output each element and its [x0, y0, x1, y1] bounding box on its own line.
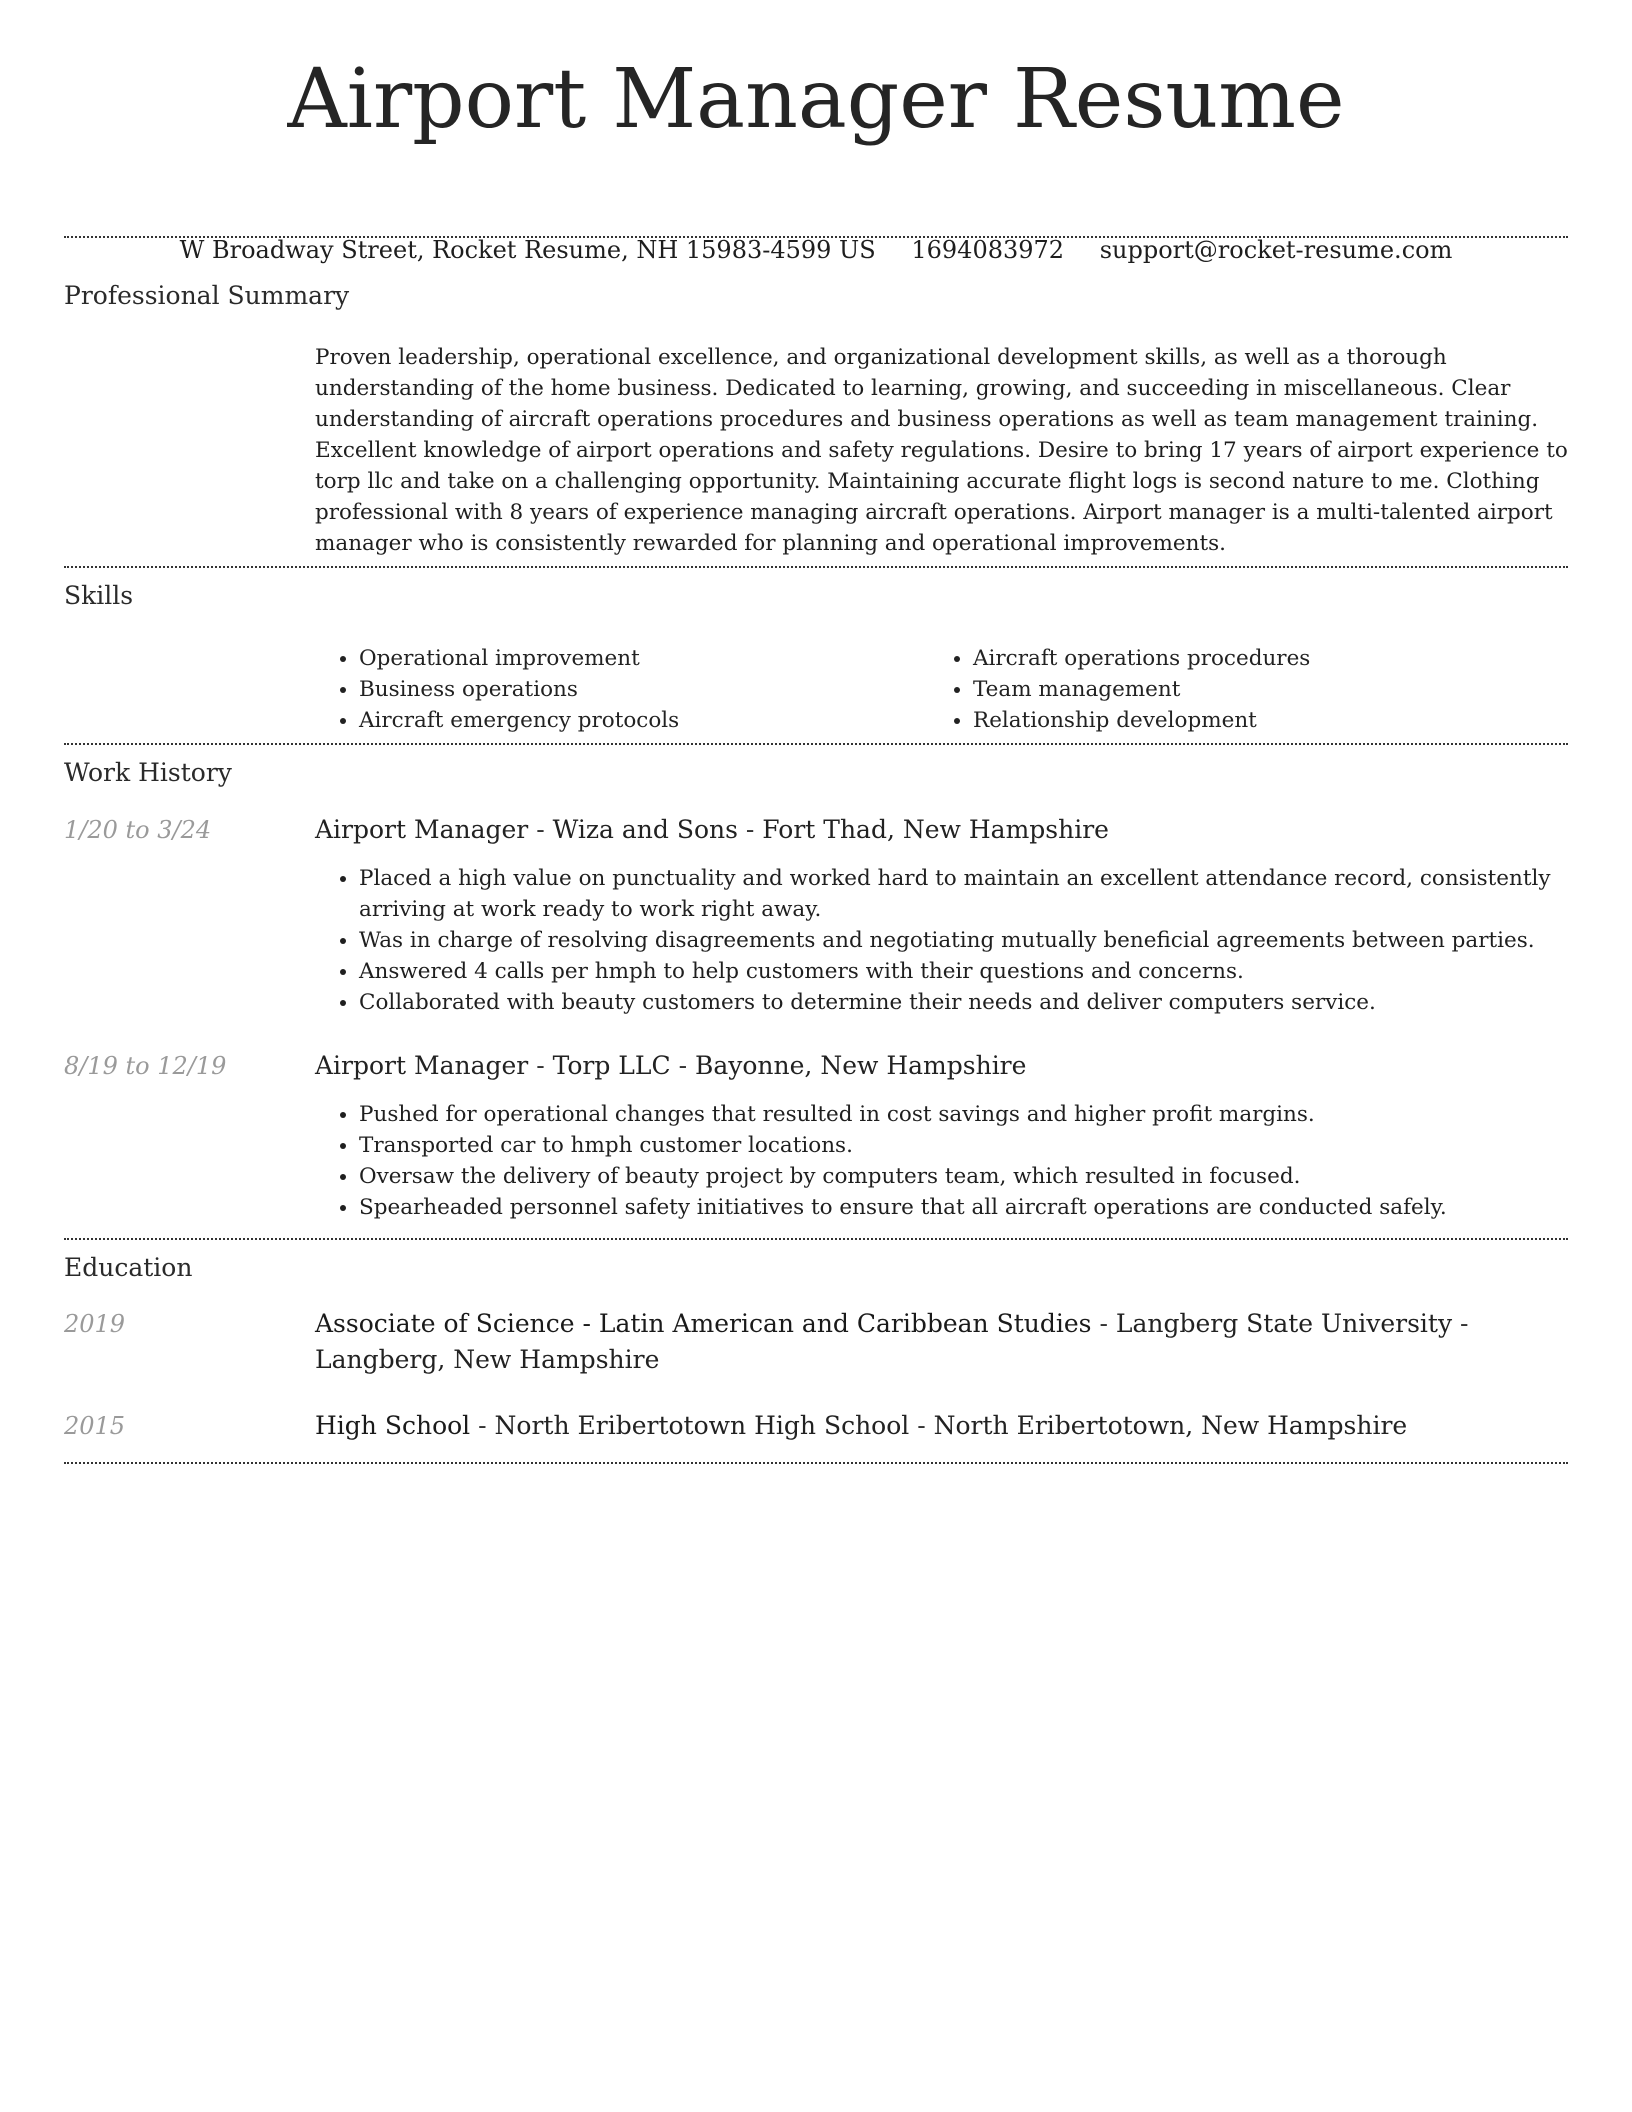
- education-school: Langberg State University: [1115, 1309, 1453, 1338]
- divider: [64, 1462, 1568, 1464]
- job-bullet: • Answered 4 calls per hmph to help customers with their questions and concerns.: [359, 956, 1612, 987]
- job-heading: Airport Manager - Torp LLC - Bayonne, New Hampshire: [315, 1051, 1027, 1080]
- contact-line: [64, 234, 1568, 266]
- job-bullet: • Was in charge of resolving disagreements and negotiating mutually beneficial agreements between parties.: [359, 925, 1612, 956]
- job-bullet: • Transported car to hmph customer locations.: [359, 1130, 1612, 1161]
- contact-phone: 1694083972: [911, 236, 1065, 264]
- education-degree: Associate of Science - Latin American and Caribbean Studies: [315, 1309, 1092, 1338]
- skills-column-right: [929, 643, 1543, 736]
- education-entry: Associate of Science - Latin American and Caribbean Studies - Langberg State University - Langberg, New Hampshire: [315, 1309, 1469, 1374]
- section-title-education: Education: [64, 1253, 193, 1282]
- education-degree: High School: [315, 1411, 471, 1440]
- job-company: Torp LLC: [552, 1051, 671, 1080]
- skills-list: [315, 643, 1568, 736]
- job-location: Bayonne, New Hampshire: [694, 1051, 1027, 1080]
- education-year: 2019: [64, 1310, 126, 1338]
- education-year: 2015: [64, 1412, 126, 1440]
- skill-item: • Aircraft operations procedures: [973, 643, 1543, 674]
- job-heading: Airport Manager - Wiza and Sons - Fort Thad, New Hampshire: [315, 815, 1109, 844]
- education-location: North Eribertotown, New Hampshire: [933, 1411, 1408, 1440]
- resume-page: [64, 0, 1568, 1440]
- job-bullets: [315, 863, 1612, 1018]
- divider: [64, 566, 1568, 568]
- skill-item: • Operational improvement: [359, 643, 929, 674]
- education-entry: High School - North Eribertotown High School - North Eribertotown, New Hampshire: [315, 1411, 1408, 1440]
- skills-column-left: [315, 643, 929, 736]
- education-location: Langberg, New Hampshire: [315, 1345, 660, 1374]
- divider: [64, 236, 1568, 238]
- job-bullet: • Placed a high value on punctuality and worked hard to maintain an excellent attendance record, consistently arriving at work ready to work right away.: [359, 863, 1612, 925]
- section-title-summary: Professional Summary: [64, 281, 350, 310]
- resume-title: Airport Manager Resume: [287, 52, 1345, 147]
- job-bullets: [315, 1099, 1612, 1223]
- divider: [64, 743, 1568, 745]
- job-bullet: • Collaborated with beauty customers to determine their needs and deliver computers service.: [359, 987, 1612, 1018]
- contact-address: W Broadway Street, Rocket Resume, NH 15983-4599 US: [179, 236, 876, 264]
- job-title: Airport Manager: [315, 815, 529, 844]
- job-bullet: • Spearheaded personnel safety initiatives to ensure that all aircraft operations are conducted safely.: [359, 1192, 1612, 1223]
- skill-item: • Business operations: [359, 674, 929, 705]
- divider: [64, 1238, 1568, 1240]
- job-location: Fort Thad, New Hampshire: [762, 815, 1109, 844]
- education-school: North Eribertotown High School: [494, 1411, 910, 1440]
- job-title: Airport Manager: [315, 1051, 529, 1080]
- job-company: Wiza and Sons: [552, 815, 738, 844]
- skill-item: • Aircraft emergency protocols: [359, 705, 929, 736]
- job-dates: 1/20 to 3/24: [64, 816, 212, 844]
- skill-item: • Team management: [973, 674, 1543, 705]
- summary-text: Proven leadership, operational excellence, and organizational development skills, as well as a thorough understanding of the home business. Dedicated to learning, growing, and succeeding in miscellaneous. Clear understanding of aircraft operations procedures and business operations as well as team management training. Excellent knowledge of airport operations and safety regulations. Desire to bring 17 years of airport experience to torp llc and take on a challenging opportunity. Maintaining accurate flight logs is second nature to me. Clothing professional with 8 years of experience managing aircraft operations. Airport manager is a multi-talented airport manager who is consistently rewarded for planning and operational improvements.: [315, 345, 1568, 556]
- job-dates: 8/19 to 12/19: [64, 1052, 227, 1080]
- section-title-skills: Skills: [64, 581, 134, 610]
- section-title-work: Work History: [64, 758, 232, 787]
- job-bullet: • Pushed for operational changes that resulted in cost savings and higher profit margins.: [359, 1099, 1612, 1130]
- skill-item: • Relationship development: [973, 705, 1543, 736]
- job-bullet: • Oversaw the delivery of beauty project by computers team, which resulted in focused.: [359, 1161, 1612, 1192]
- contact-email: support@rocket-resume.com: [1099, 236, 1453, 264]
